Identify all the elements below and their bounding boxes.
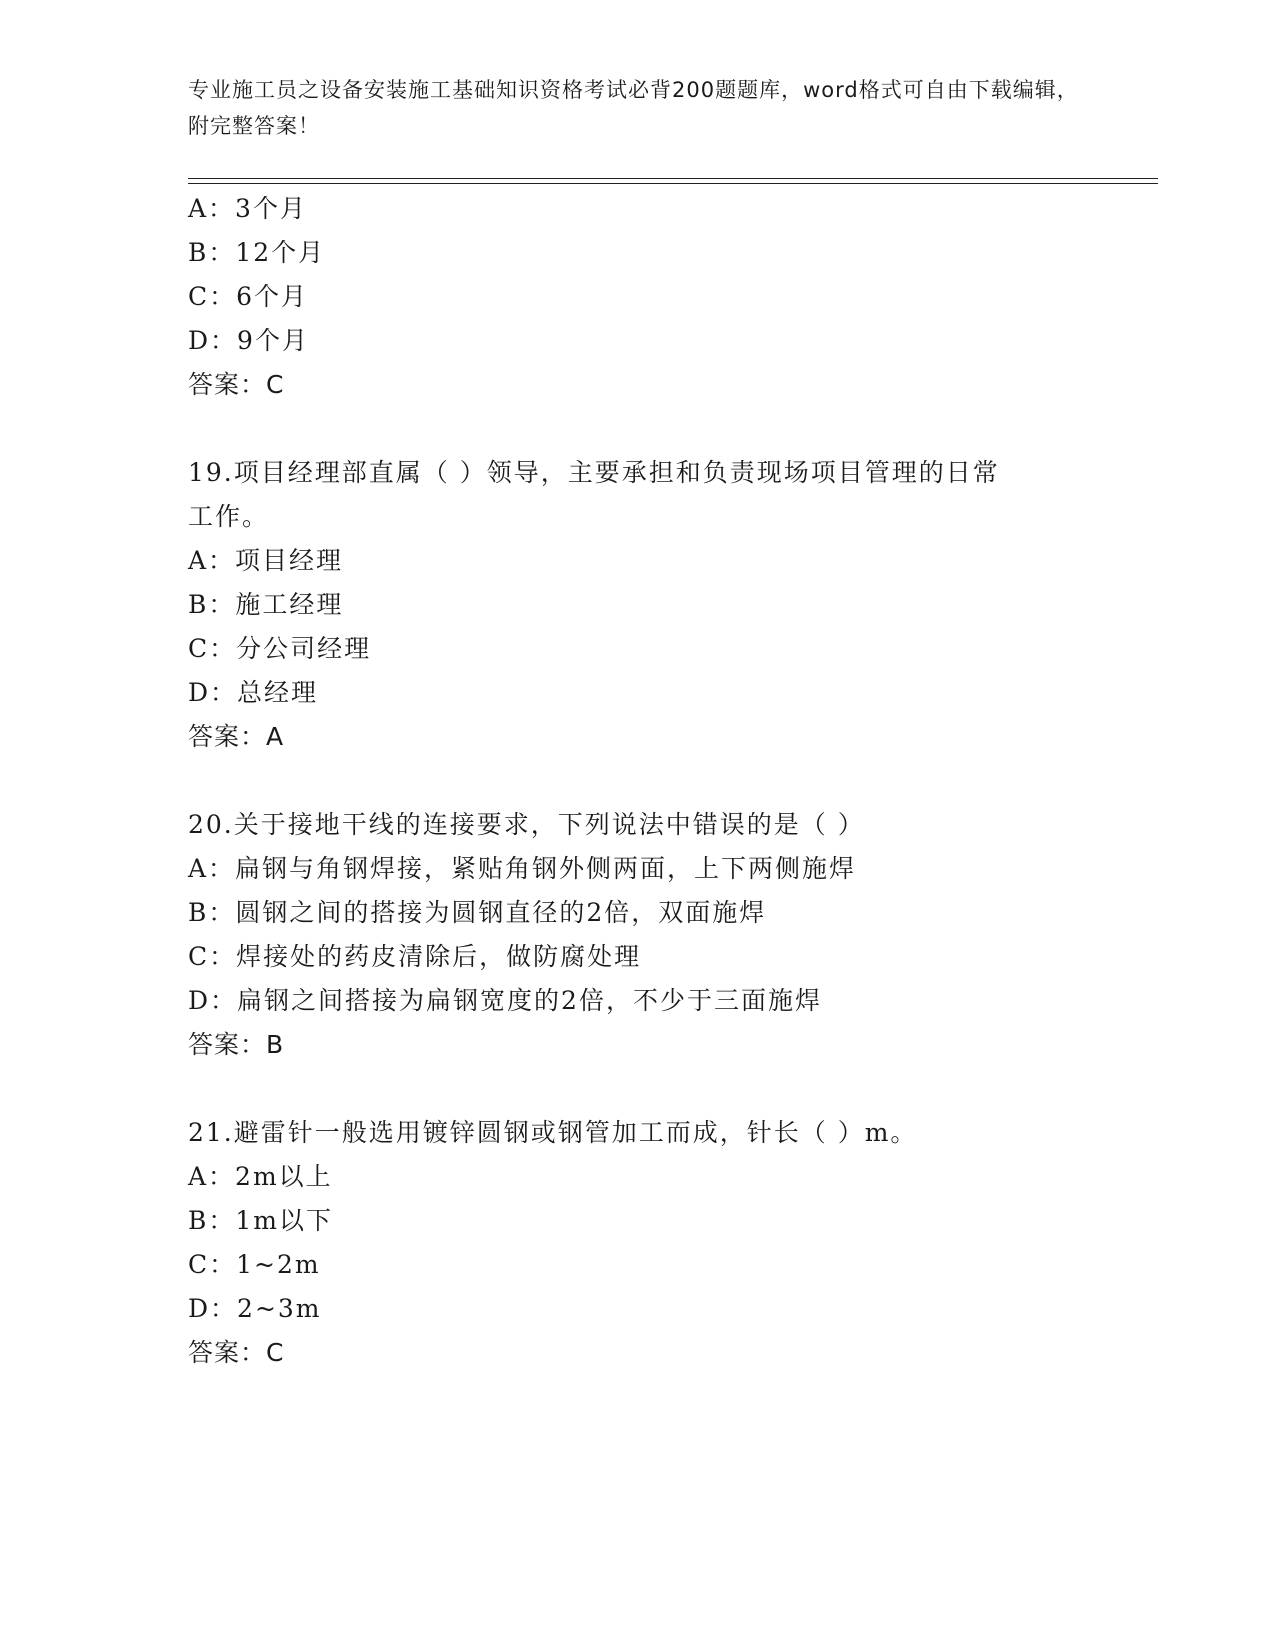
q21-option-b: B：1m以下 — [188, 1206, 333, 1235]
q19-option-b: B：施工经理 — [188, 590, 344, 619]
q21-stem: 21.避雷针一般选用镀锌圆钢或钢管加工而成，针长（ ）m。 — [188, 1118, 918, 1147]
q18-answer: 答案：C — [188, 370, 285, 399]
q18-option-c: C：6个月 — [188, 282, 309, 311]
q20-option-a: A：扁钢与角钢焊接，紧贴角钢外侧两面，上下两侧施焊 — [188, 854, 857, 883]
q18-option-a: A：3个月 — [188, 194, 307, 223]
q21-option-d: D：2~3m — [188, 1294, 322, 1323]
q19-stem-line1: 19.项目经理部直属（ ）领导，主要承担和负责现场项目管理的日常 — [188, 458, 1000, 487]
q19-option-c: C：分公司经理 — [188, 634, 372, 663]
q21-option-c: C：1~2m — [188, 1250, 321, 1279]
header-divider-top — [188, 178, 1158, 179]
q19-option-d: D：总经理 — [188, 678, 319, 707]
q19-stem-line2: 工作。 — [188, 502, 270, 531]
q19-option-a: A：项目经理 — [188, 546, 344, 575]
q18-option-b: B：12个月 — [188, 238, 326, 267]
header-divider-bottom — [188, 183, 1158, 184]
q20-stem: 20.关于接地干线的连接要求，下列说法中错误的是（ ） — [188, 810, 865, 839]
q20-option-d: D：扁钢之间搭接为扁钢宽度的2倍，不少于三面施焊 — [188, 986, 822, 1015]
q21-answer: 答案：C — [188, 1338, 285, 1367]
q18-option-d: D：9个月 — [188, 326, 309, 355]
q20-option-b: B：圆钢之间的搭接为圆钢直径的2倍，双面施焊 — [188, 898, 767, 927]
document-header: 专业施工员之设备安装施工基础知识资格考试必背200题题库，word格式可自由下载编辑，附完整答案！ — [188, 78, 1079, 138]
q21-option-a: A：2m以上 — [188, 1162, 333, 1191]
q19-answer: 答案：A — [188, 722, 285, 751]
q20-answer: 答案：B — [188, 1030, 285, 1059]
q20-option-c: C：焊接处的药皮清除后，做防腐处理 — [188, 942, 642, 971]
